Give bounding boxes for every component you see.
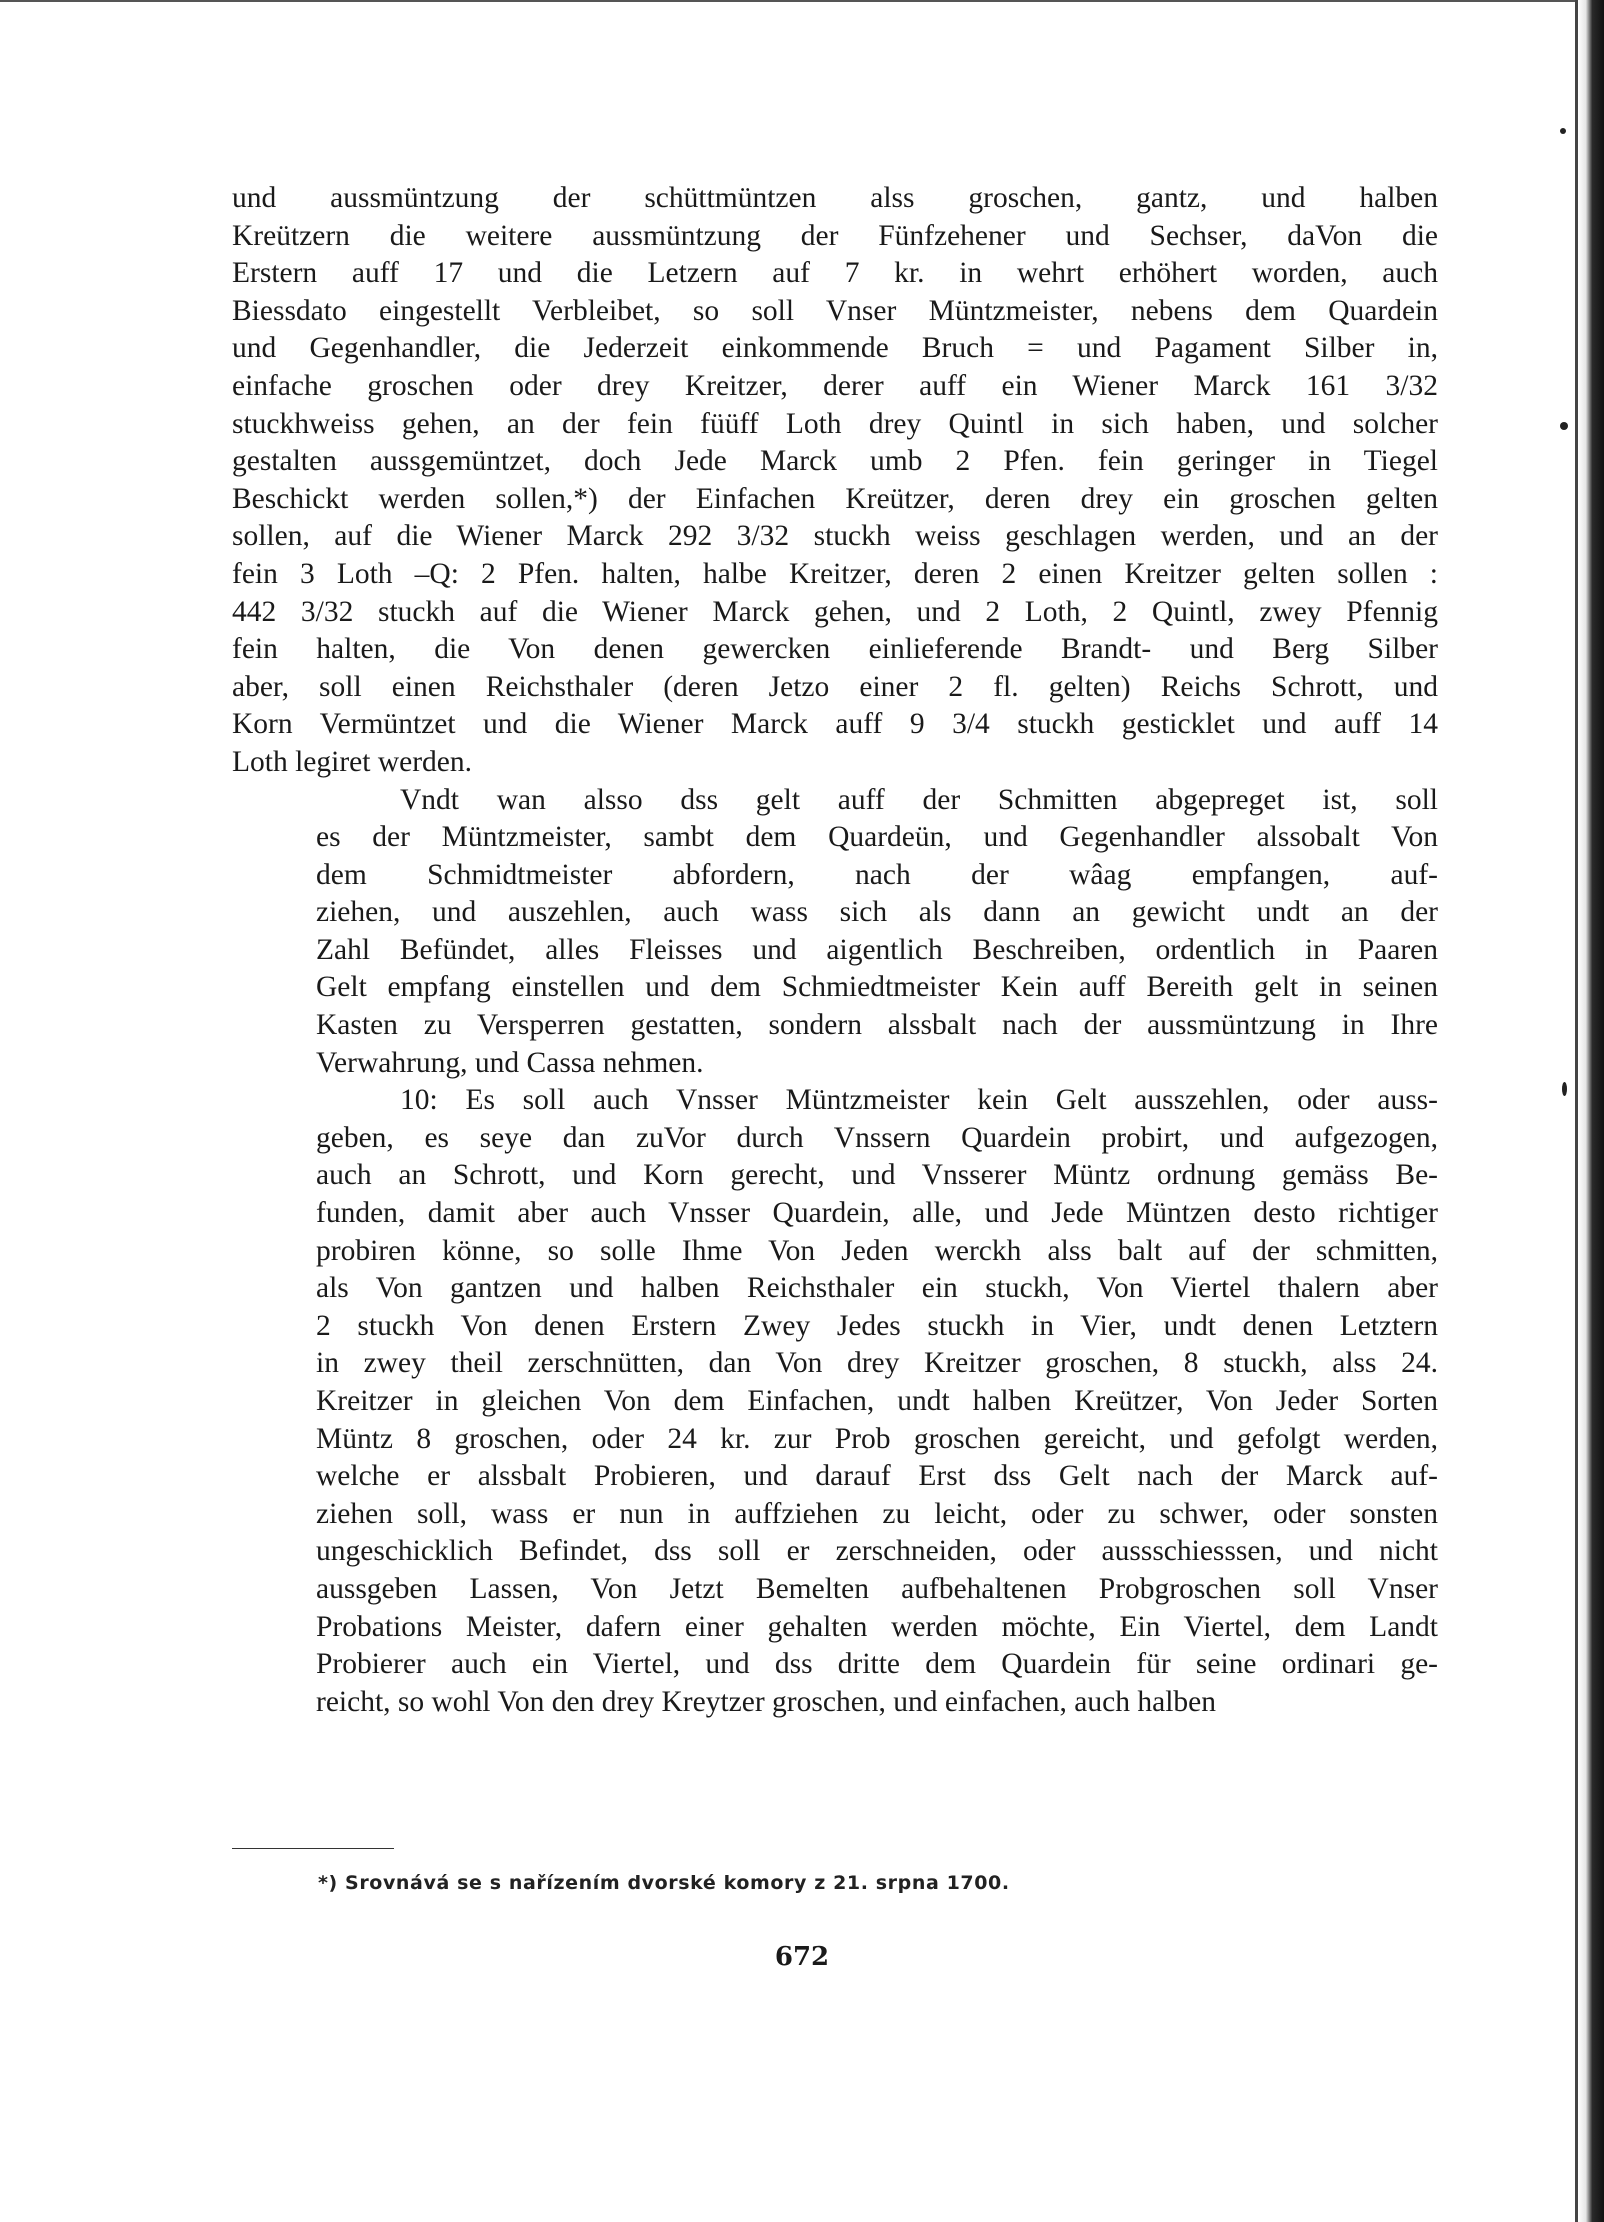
text-line: dem Schmidtmeister abfordern, nach der wâag empfangen, auf- [316, 858, 1438, 891]
text-line: auch an Schrott, und Korn gerecht, und Vnsserer Müntz ordnung gemäss Be- [316, 1159, 1438, 1192]
text-line: Probations Meister, dafern einer gehalten werden möchte, Ein Viertel, dem Landt [316, 1610, 1438, 1643]
text-line: funden, damit aber auch Vnsser Quardein, alle, und Jede Müntzen desto richtiger [316, 1197, 1438, 1230]
text-line: fein halten, die Von denen gewercken einlieferende Brandt- und Berg Silber [232, 633, 1438, 666]
scan-speck [1560, 128, 1566, 134]
text-line: 2 stuckh Von denen Erstern Zwey Jedes stuckh in Vier, undt denen Letztern [316, 1309, 1438, 1342]
paragraph [232, 180, 1438, 782]
scan-speck [1562, 1082, 1567, 1096]
text-line: ziehen soll, wass er nun in auffziehen zu leicht, oder zu schwer, oder sonsten [316, 1497, 1438, 1530]
text-line: sollen, auf die Wiener Marck 292 3/32 stuckh weiss geschlagen werden, und an der [232, 520, 1438, 553]
text-line: stuckhweiss gehen, an der fein füüff Loth drey Quintl in sich haben, und solcher [232, 407, 1438, 440]
text-line: Loth legiret werden. [232, 745, 473, 778]
text-line: Kreitzer in gleichen Von dem Einfachen, undt halben Kreützer, Von Jeder Sorten [316, 1385, 1438, 1417]
text-line: Zahl Befündet, alles Fleisses und aigentlich Beschreiben, ordentlich in Paaren [316, 933, 1438, 966]
text-line: Beschickt werden sollen,*) der Einfachen Kreützer, deren drey ein groschen gelten [232, 482, 1438, 515]
text-line: fein 3 Loth –Q: 2 Pfen. halten, halbe Kreitzer, deren 2 einen Kreitzer gelten sollen : [232, 557, 1438, 590]
paragraph [232, 782, 1438, 1083]
text-line: und aussmüntzung der schüttmüntzen alss groschen, gantz, und halben [232, 182, 1438, 214]
footnote-rule [232, 1848, 394, 1849]
text-line: Müntz 8 groschen, oder 24 kr. zur Prob groschen gereicht, und gefolgt werden, [316, 1422, 1438, 1455]
text-line: es der Müntzmeister, sambt dem Quardeün, und Gegenhandler alssobalt Von [316, 821, 1438, 854]
page-number: 672 [774, 1942, 830, 1972]
text-line: welche er alssbalt Probieren, und darauf Erst dss Gelt nach der Marck auf- [316, 1460, 1438, 1493]
text-line: ungeschicklich Befindet, dss soll er zerschneiden, oder aussschiesssen, und nicht [316, 1535, 1438, 1568]
text-line: Kasten zu Versperren gestatten, sondern alssbalt nach der aussmüntzung in Ihre [316, 1009, 1438, 1042]
text-line: Biessdato eingestellt Verbleibet, so soll Vnser Müntzmeister, nebens dem Quardein [232, 294, 1438, 327]
text-line: Kreützern die weitere aussmüntzung der Fünfzehener und Sechser, daVon die [232, 219, 1438, 252]
text-line: einfache groschen oder drey Kreitzer, derer auff ein Wiener Marck 161 3/32 [232, 369, 1438, 402]
paragraph [232, 1082, 1438, 1721]
page-body-text [232, 180, 1438, 1721]
footnote: *) Srovnává se s nařízením dvorské komory z 21. srpna 1700. [318, 1872, 1010, 1894]
text-line: Korn Vermüntzet und die Wiener Marck auff 9 3/4 stuckh gesticklet und auff 14 [232, 708, 1438, 741]
text-line: aber, soll einen Reichsthaler (deren Jetzo einer 2 fl. gelten) Reichs Schrott, und [232, 670, 1438, 703]
text-line: Erstern auff 17 und die Letzern auf 7 kr. in wehrt erhöhert worden, auch [232, 257, 1438, 290]
scan-right-edge [1578, 0, 1604, 2222]
text-line: in zwey theil zerschnütten, dan Von drey Kreitzer groschen, 8 stuckh, alss 24. [316, 1347, 1438, 1380]
text-line: ziehen, und auszehlen, auch wass sich als dann an gewicht undt an der [316, 896, 1438, 929]
text-line: aussgeben Lassen, Von Jetzt Bemelten aufbehaltenen Probgroschen soll Vnser [316, 1572, 1438, 1605]
text-line: 442 3/32 stuckh auf die Wiener Marck gehen, und 2 Loth, 2 Quintl, zwey Pfennig [232, 595, 1438, 628]
text-line: probiren könne, so solle Ihme Von Jeden werckh alss balt auf der schmitten, [316, 1234, 1438, 1267]
text-line: Verwahrung, und Cassa nehmen. [316, 1046, 704, 1079]
text-line: gestalten aussgemüntzet, doch Jede Marck umb 2 Pfen. fein geringer in Tiegel [232, 445, 1438, 478]
text-line: reicht, so wohl Von den drey Kreytzer groschen, und einfachen, auch halben [316, 1685, 1216, 1718]
text-line: Gelt empfang einstellen und dem Schmiedtmeister Kein auff Bereith gelt in seinen [316, 971, 1438, 1004]
text-line: 10: Es soll auch Vnsser Müntzmeister kein Gelt ausszehlen, oder auss- [400, 1084, 1438, 1117]
scan-speck [1560, 422, 1568, 430]
text-line: geben, es seye dan zuVor durch Vnssern Quardein probirt, und aufgezogen, [316, 1121, 1438, 1154]
text-line: und Gegenhandler, die Jederzeit einkommende Bruch = und Pagament Silber in, [232, 332, 1438, 365]
text-line: Probierer auch ein Viertel, und dss dritte dem Quardein für seine ordinari ge- [316, 1648, 1438, 1681]
scan-top-border [0, 0, 1604, 2]
text-line: als Von gantzen und halben Reichsthaler ein stuckh, Von Viertel thalern aber [316, 1272, 1438, 1305]
text-line: Vndt wan alsso dss gelt auff der Schmitten abgepreget ist, soll [400, 783, 1438, 816]
